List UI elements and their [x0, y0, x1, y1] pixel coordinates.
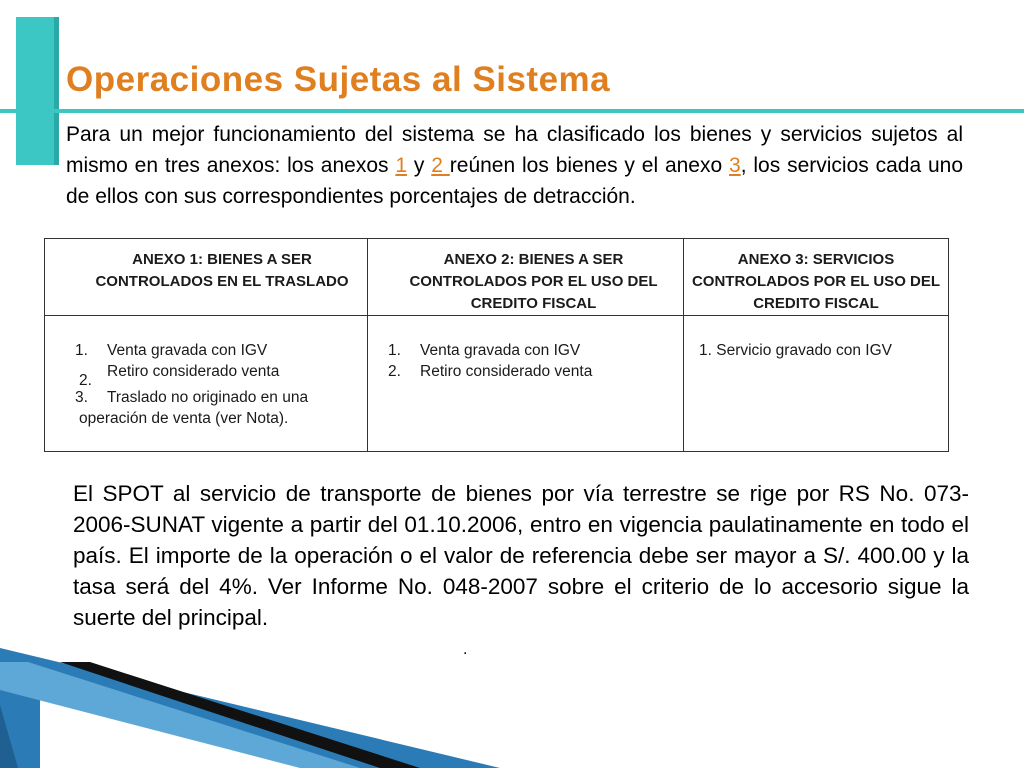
list-item: 1. Venta gravada con IGV	[388, 342, 581, 359]
annex-1-link[interactable]: 1	[395, 154, 408, 177]
annex-3-link[interactable]: 3	[729, 154, 741, 177]
list-item: 3. Traslado no originado en una	[75, 389, 309, 406]
intro-text-1: Para un mejor funcionamiento del sistema se ha clasificado los bienes y servicios sujetos al mismo en tres anexos: los anexos	[66, 123, 963, 177]
list-item: operación de venta (ver Nota).	[79, 410, 289, 427]
intro-text-4: , los servicios cada uno de ellos con sus correspondientes porcentajes de detracción.	[66, 154, 964, 208]
intro-text-3: reúnen los bienes y el anexo	[449, 154, 730, 177]
footer-light-stripe	[0, 662, 360, 768]
annex-1-header: ANEXO 1: BIENES A SER CONTROLADOS EN EL TRASLADO	[95, 251, 349, 290]
body-paragraph: El SPOT al servicio de transporte de bienes por vía terrestre se rige por RS No. 073-2006-SUNAT vigente a partir del 01.10.2006, entro en vigencia paulatinamente en todo el país. El importe de la operación o el valor de referencia debe ser mayor a S/. 400.00 y la tasa será del 4%. Ver Informe No. 048-2007 sobre el criterio de lo accesorio sigue la suerte del principal.	[73, 481, 969, 630]
intro-text-2: y	[407, 154, 432, 177]
slide-title: Operaciones Sujetas al Sistema	[66, 60, 611, 99]
list-item: 1. Venta gravada con IGV	[75, 342, 268, 359]
list-item: 1. Servicio gravado con IGV	[699, 342, 892, 359]
list-item: 2.	[79, 372, 92, 389]
footnote-dot: .	[463, 641, 468, 658]
annex-3-header: ANEXO 3: SERVICIOS CONTROLADOS POR EL USO DEL CREDITO FISCAL	[691, 251, 941, 312]
list-item: 2. Retiro considerado venta	[388, 363, 593, 380]
annex-2-header: ANEXO 2: BIENES A SER CONTROLADOS POR EL USO DEL CREDITO FISCAL	[409, 251, 658, 312]
list-item: Retiro considerado venta	[107, 363, 280, 380]
annex-2-link[interactable]: 2	[431, 154, 450, 177]
